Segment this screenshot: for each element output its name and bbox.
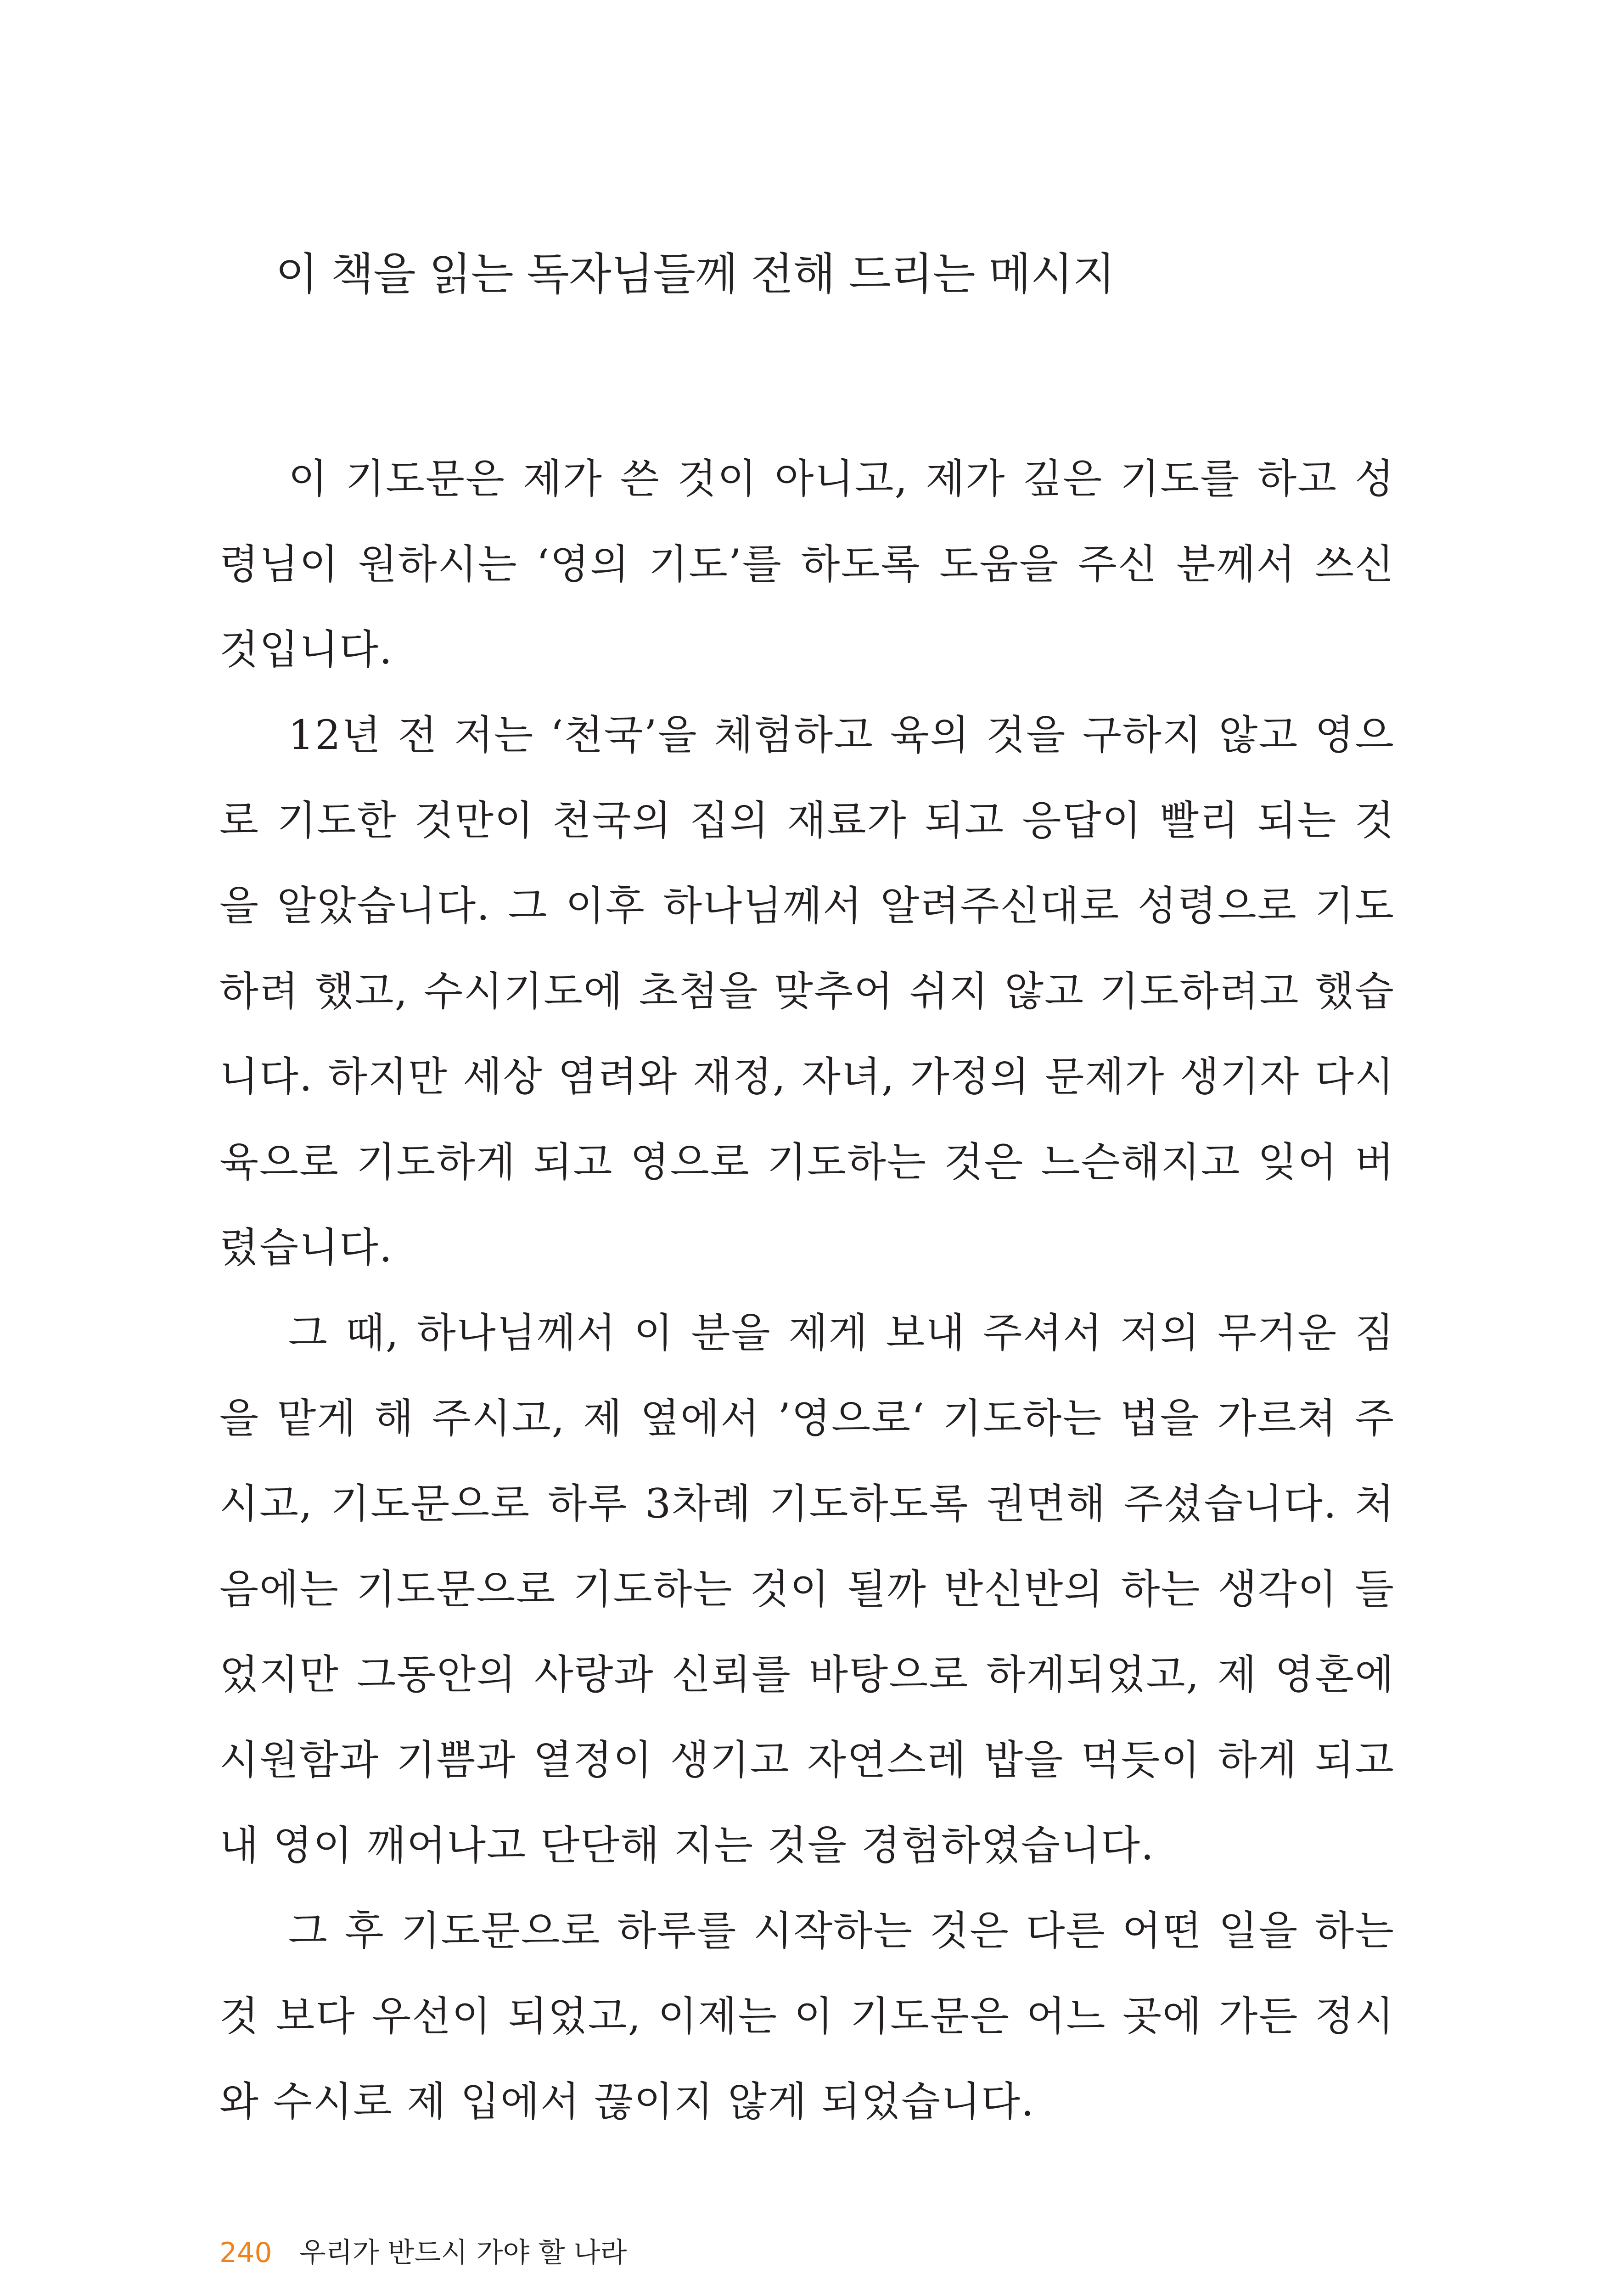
book-title: 우리가 반드시 가야 할 나라 <box>299 2237 627 2269</box>
page-footer <box>219 2236 627 2269</box>
page-number: 240 <box>219 2237 272 2269</box>
paragraph-2: 12년 전 저는 ‘천국’을 체험하고 육의 것을 구하지 않고 영으로 기도한 것만이 천국의 집의 재료가 되고 응답이 빨리 되는 것을 알았습니다. 그 이후 하나님께서 알려주신대로 성령으로 기도하려 했고, 수시기도에 초첨을 맞추어 쉬지 않고 기도하려고 했습니다. 하지만 세상 염려와 재정, 자녀, 가정의 문제가 생기자 다시 육으로 기도하게 되고 영으로 기도하는 것은 느슨해지고 잊어 버렸습니다. <box>219 711 1395 1271</box>
section-heading: 이 책을 읽는 독자님들께 전해 드리는 메시지 <box>275 248 1115 300</box>
paragraph-4: 그 후 기도문으로 하루를 시작하는 것은 다른 어떤 일을 하는 것 보다 우선이 되었고, 이제는 이 기도문은 어느 곳에 가든 정시와 수시로 제 입에서 끊이지 않게 되었습니다. <box>219 1907 1395 2125</box>
body-text <box>219 436 1395 2144</box>
paragraph-3: 그 때, 하나님께서 이 분을 제게 보내 주셔서 저의 무거운 짐을 맡게 해 주시고, 제 옆에서 ’영으로‘ 기도하는 법을 가르쳐 주시고, 기도문으로 하루 3차례 기도하도록 권면해 주셨습니다. 처음에는 기도문으로 기도하는 것이 될까 반신반의 하는 생각이 들었지만 그동안의 사랑과 신뢰를 바탕으로 하게되었고, 제 영혼에 시원함과 기쁨과 열정이 생기고 자연스레 밥을 먹듯이 하게 되고 내 영이 깨어나고 단단해 지는 것을 경험하였습니다. <box>219 1309 1395 1869</box>
paragraph-1: 이 기도문은 제가 쓴 것이 아니고, 제가 깊은 기도를 하고 성령님이 원하시는 ‘영의 기도’를 하도록 도움을 주신 분께서 쓰신 것입니다. <box>219 455 1395 673</box>
